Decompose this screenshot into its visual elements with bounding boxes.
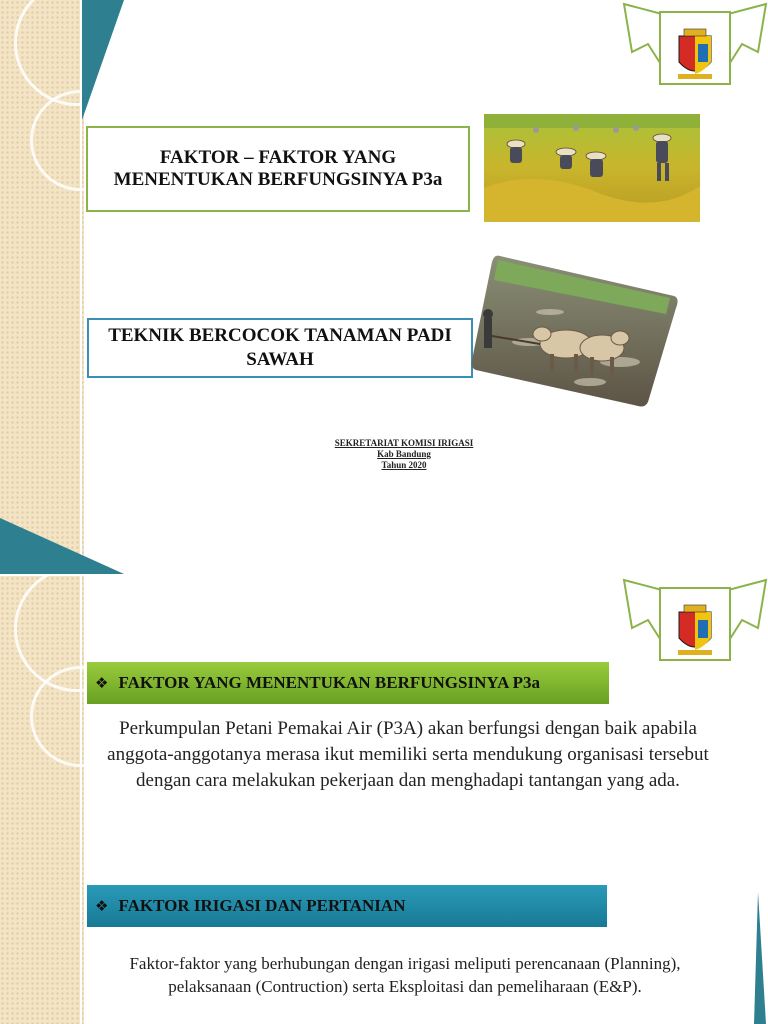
rice-harvest-photo bbox=[476, 108, 708, 230]
paragraph-p3a: Perkumpulan Petani Pemakai Air (P3A) akan berfungsi dengan baik apabila anggota-anggotanya merasa ikut memiliki serta mendukung organisasi tersebut dengan cara melakukan pekerjaan dan menghadapi tantangan yang ada. bbox=[107, 718, 709, 791]
credit-organization: SEKRETARIAT KOMISI IRIGASI bbox=[334, 438, 474, 448]
heading-factors-p3a: FAKTOR YANG MENENTUKAN BERFUNGSINYA P3a bbox=[118, 673, 541, 692]
bandung-regency-emblem-icon bbox=[622, 0, 768, 90]
slide-2 bbox=[0, 576, 768, 1024]
slide-title: FAKTOR – FAKTOR YANG MENENTUKAN BERFUNGSINYA P3a bbox=[113, 147, 443, 190]
credit-region: Kab Bandung bbox=[377, 449, 431, 459]
bandung-regency-emblem-icon bbox=[622, 576, 768, 666]
teal-corner-sliver bbox=[752, 892, 768, 1024]
slide-subtitle: TEKNIK BERCOCOK TANAMAN PADI SAWAH bbox=[108, 325, 452, 370]
buffalo-ploughing-photo bbox=[470, 252, 678, 410]
teal-corner-triangle-top bbox=[80, 0, 126, 122]
paragraph-irrigation: Faktor-faktor yang berhubungan dengan irigasi meliputi perencanaan (Planning), pelaksanaan (Contruction) serta Eksploitasi dan pemeliharaan (E&P). bbox=[129, 954, 681, 996]
teal-corner-triangle-bottom bbox=[0, 516, 126, 574]
strip-divider bbox=[80, 576, 82, 1024]
diamond-bullet-icon: ❖ bbox=[95, 897, 109, 915]
title-box bbox=[86, 126, 470, 212]
subtitle-box bbox=[87, 318, 473, 378]
credit-block bbox=[304, 438, 504, 471]
heading-irrigation: FAKTOR IRIGASI DAN PERTANIAN bbox=[118, 896, 406, 915]
heading-bar-teal bbox=[87, 885, 607, 927]
diamond-bullet-icon: ❖ bbox=[95, 674, 109, 692]
heading-bar-green bbox=[87, 662, 609, 704]
credit-year: Tahun 2020 bbox=[381, 460, 427, 470]
